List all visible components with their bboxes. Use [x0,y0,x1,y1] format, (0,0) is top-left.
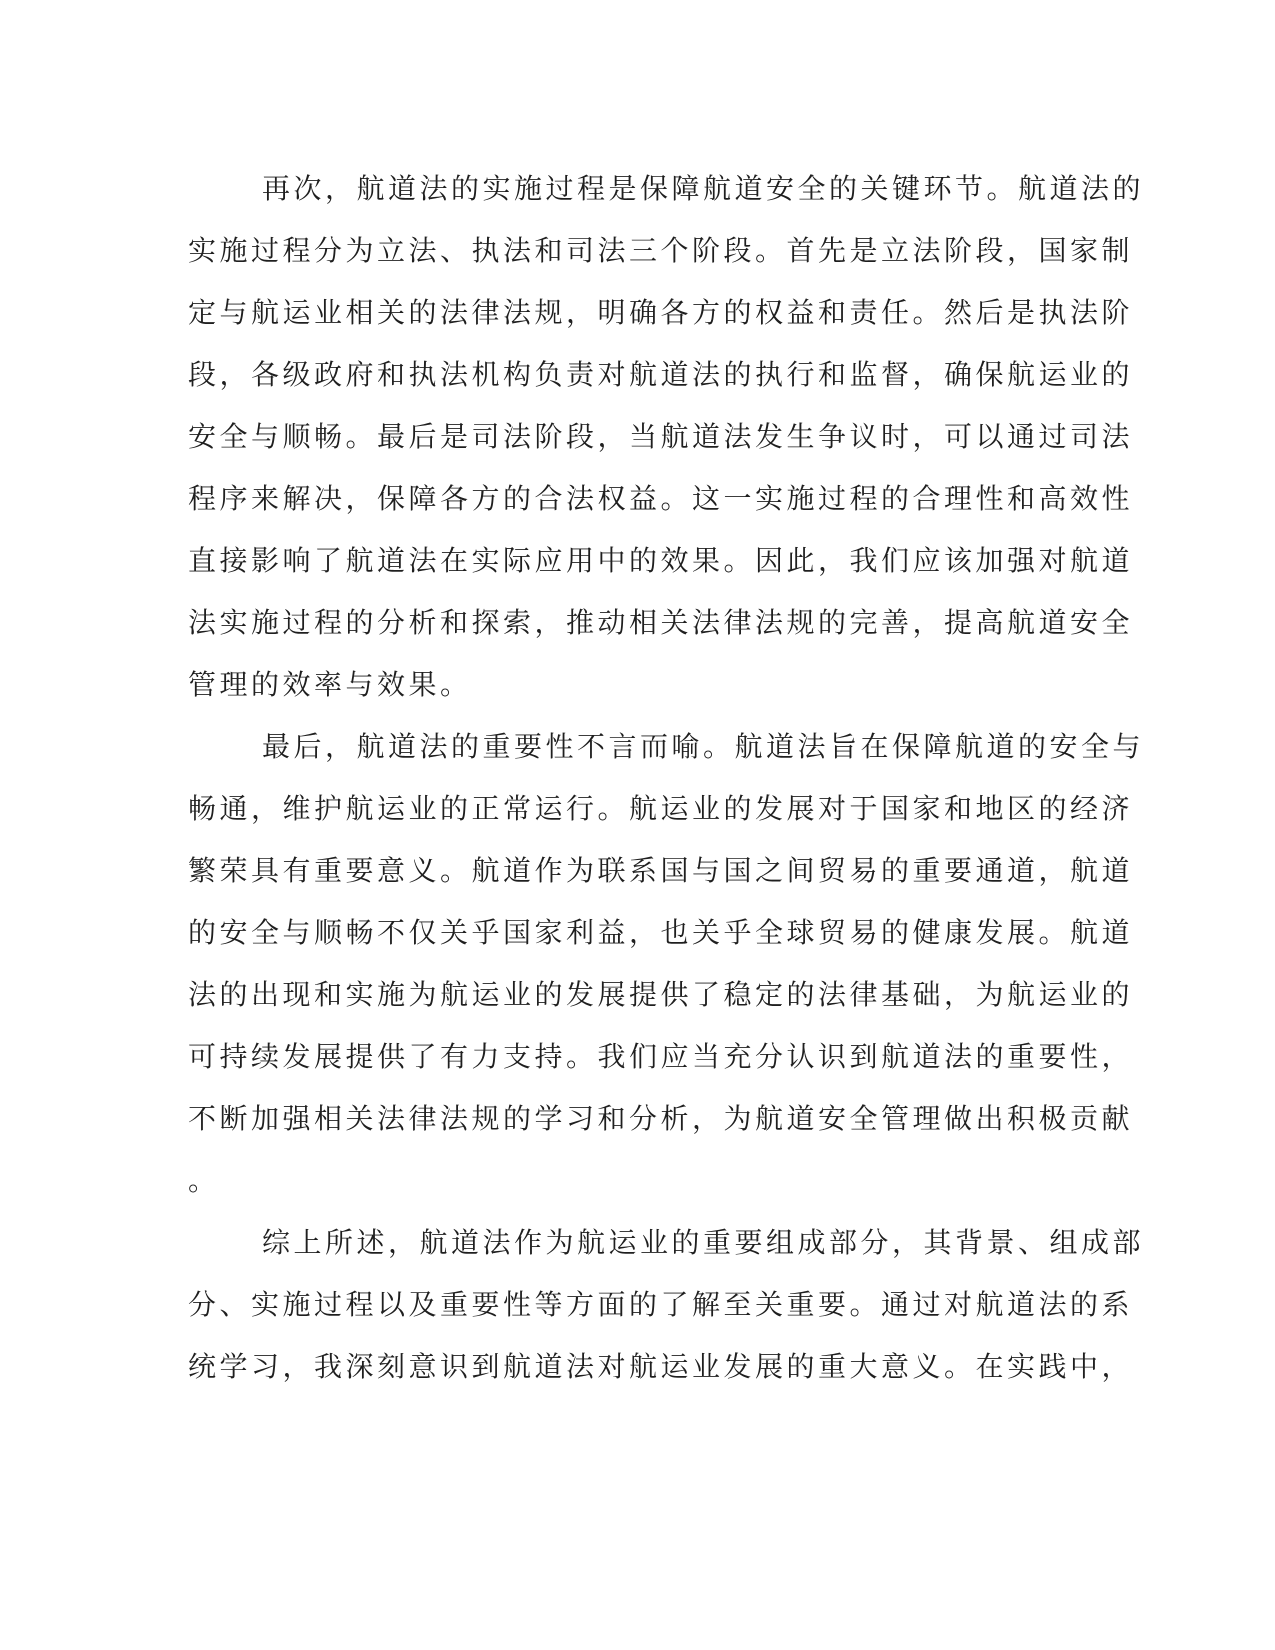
paragraph-line: 最后，航道法的重要性不言而喻。航道法旨在保障航道的安全与 [262,730,1145,763]
paragraph-line: 的安全与顺畅不仅关乎国家利益，也关乎全球贸易的健康发展。航道 [188,916,1134,949]
paragraph-line: 实施过程分为立法、执法和司法三个阶段。首先是立法阶段，国家制 [188,234,1134,267]
paragraph-line: 法实施过程的分析和探索，推动相关法律法规的完善，提高航道安全 [188,606,1134,639]
paragraph-line: 管理的效率与效果。 [188,668,472,701]
paragraph-implementation [188,158,1145,716]
paragraph-line: 法的出现和实施为航运业的发展提供了稳定的法律基础，为航运业的 [188,978,1134,1011]
paragraph-line: 统学习，我深刻意识到航道法对航运业发展的重大意义。在实践中， [188,1350,1134,1383]
paragraph-line: 综上所述，航道法作为航运业的重要组成部分，其背景、组成部 [262,1226,1145,1259]
paragraph-conclusion [188,1212,1145,1398]
paragraph-line: 安全与顺畅。最后是司法阶段，当航道法发生争议时，可以通过司法 [188,420,1134,453]
paragraph-line: 直接影响了航道法在实际应用中的效果。因此，我们应该加强对航道 [188,544,1134,577]
paragraph-line: 段，各级政府和执法机构负责对航道法的执行和监督，确保航运业的 [188,358,1134,391]
paragraph-importance [188,716,1145,1212]
paragraph-line: 不断加强相关法律法规的学习和分析，为航道安全管理做出积极贡献 [188,1102,1134,1135]
paragraph-line: 畅通，维护航运业的正常运行。航运业的发展对于国家和地区的经济 [188,792,1134,825]
paragraph-line: 。 [188,1164,220,1197]
paragraph-line: 可持续发展提供了有力支持。我们应当充分认识到航道法的重要性， [188,1040,1134,1073]
paragraph-line: 分、实施过程以及重要性等方面的了解至关重要。通过对航道法的系 [188,1288,1134,1321]
paragraph-line: 定与航运业相关的法律法规，明确各方的权益和责任。然后是执法阶 [188,296,1134,329]
paragraph-line: 繁荣具有重要意义。航道作为联系国与国之间贸易的重要通道，航道 [188,854,1134,887]
paragraph-line: 再次，航道法的实施过程是保障航道安全的关键环节。航道法的 [262,172,1145,205]
document-body [188,158,1145,1398]
paragraph-line: 程序来解决，保障各方的合法权益。这一实施过程的合理性和高效性 [188,482,1134,515]
